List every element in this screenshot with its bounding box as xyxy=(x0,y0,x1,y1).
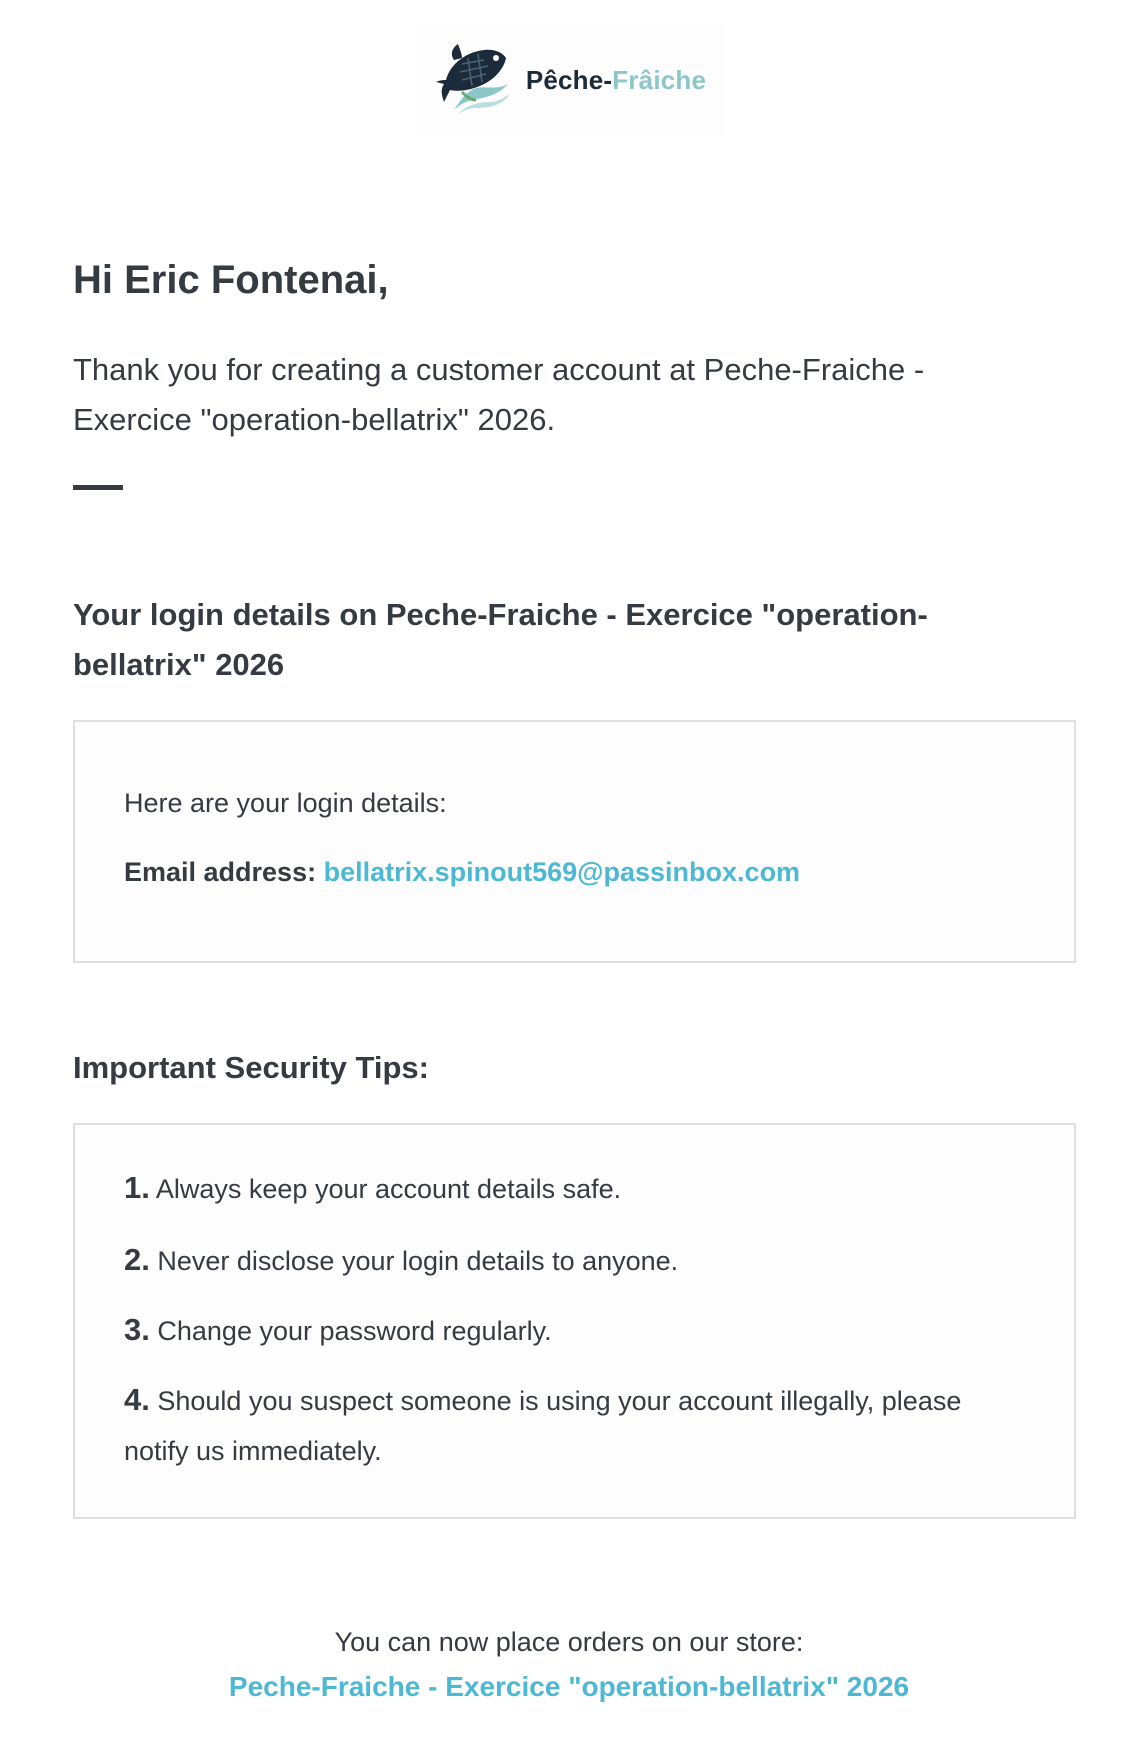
tip-text: Always keep your account details safe. xyxy=(155,1174,622,1204)
fish-logo-icon xyxy=(432,40,512,120)
security-tip-item xyxy=(124,1163,1024,1214)
login-details-box xyxy=(73,720,1076,963)
tip-number: 2. xyxy=(124,1242,150,1277)
footer xyxy=(0,1620,1138,1710)
logo-text-part1: Pêche- xyxy=(525,64,613,95)
tip-text: Change your password regularly. xyxy=(157,1316,552,1346)
tip-text: Should you suspect someone is using your account illegally, please notify us immediately. xyxy=(124,1386,962,1466)
security-tip-item xyxy=(124,1375,1024,1476)
login-details-intro: Here are your login details: xyxy=(124,788,447,818)
header-logo-area xyxy=(0,0,1138,160)
divider-dash xyxy=(73,485,123,490)
store-logo[interactable] xyxy=(414,24,724,136)
login-email-row xyxy=(124,857,800,888)
login-details-title: Your login details on Peche-Fraiche - Exercice "operation-bellatrix" 2026 xyxy=(73,597,928,682)
email-address-label: Email address: xyxy=(124,857,317,887)
intro-text: Thank you for creating a customer account at Peche-Fraiche - Exercice "operation-bellatrix" 2026. xyxy=(73,352,925,437)
email-address-link[interactable]: bellatrix.spinout569@passinbox.com xyxy=(323,857,801,887)
footer-text: You can now place orders on our store: xyxy=(334,1627,804,1657)
tip-number: 4. xyxy=(124,1382,150,1417)
store-link[interactable]: Peche-Fraiche - Exercice "operation-bellatrix" 2026 xyxy=(228,1671,910,1702)
tip-number: 1. xyxy=(124,1170,150,1205)
store-logo-text xyxy=(526,65,706,96)
greeting-heading: Hi Eric Fontenai, xyxy=(73,258,389,302)
security-tips-title: Important Security Tips: xyxy=(73,1050,429,1085)
logo-text-part2: Frâiche xyxy=(612,64,707,95)
tip-text: Never disclose your login details to anyone. xyxy=(157,1246,679,1276)
security-tip-item xyxy=(124,1305,1024,1356)
tip-number: 3. xyxy=(124,1312,150,1347)
security-tip-item xyxy=(124,1235,1024,1286)
